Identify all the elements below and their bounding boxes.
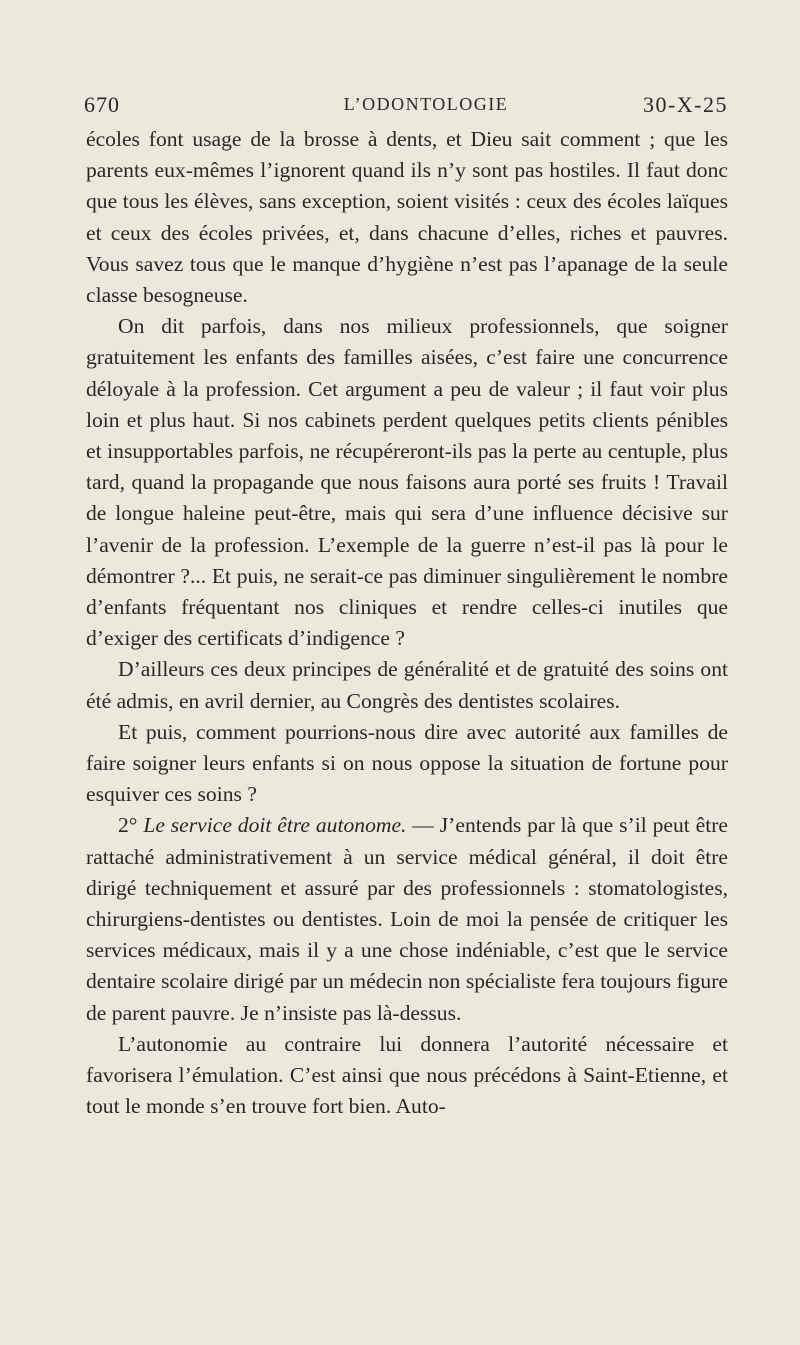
issue-date: 30-X-25: [642, 92, 728, 117]
paragraph-text: — J’entends par là que s’il peut être rattaché administrativement à un service médical général, il doit être dirigé techniquement et assuré par des professionnels : stomatologistes, chirurgiens-dentistes ou dentistes. Loin de moi la pensée de critiquer les services médicaux, mais il y a une chose indéniable, c’est que le service dentaire scolaire dirigé par un médecin non spécialiste fera toujours figure de parent pauvre. Je n’insiste pas là-dessus.: [86, 813, 728, 1025]
list-marker: 2°: [118, 813, 144, 838]
paragraph: [86, 810, 728, 1028]
paragraph: D’ailleurs ces deux principes de généralité et de gratuité des soins ont été admis, en avril dernier, au Congrès des dentistes scolaires.: [86, 657, 728, 713]
paragraph: Et puis, comment pourrions-nous dire avec autorité aux familles de faire soigner leurs enfants si on nous oppose la situation de fortune pour esquiver ces soins ?: [86, 719, 728, 807]
page-number: 670: [84, 92, 120, 117]
journal-title: L’ODONTOLOGIE: [343, 94, 509, 114]
paragraph: écoles font usage de la brosse à dents, et Dieu sait comment ; que les parents eux-mêmes l’ignorent quand ils n’y sont pas hostiles. Il faut donc que tous les élèves, sans exception, soient visités : ceux des écoles laïques et ceux des écoles privées, et, dans chacune d’elles, riches et pauvres. Vous savez tous que le manque d’hygiène n’est pas l’apanage de la seule classe besogneuse.: [86, 127, 728, 308]
running-header: [84, 92, 728, 122]
paragraph: L’autonomie au contraire lui donnera l’autorité nécessaire et favorisera l’émulation. C’est ainsi que nous précédons à Saint-Etienne, et tout le monde s’en trouve fort bien. Auto-: [86, 1031, 728, 1119]
paragraph: On dit parfois, dans nos milieux professionnels, que soigner gratuitement les enfants des familles aisées, c’est faire une concurrence déloyale à la profession. Cet argument a peu de valeur ; il faut voir plus loin et plus haut. Si nos cabinets perdent quelques petits clients pénibles et insupportables parfois, ne récupéreront-ils pas la perte au centuple, plus tard, quand la propagande que nous faisons aura porté ses fruits ! Travail de longue haleine peut-être, mais qui sera d’une influence décisive sur l’avenir de la profession. L’exemple de la guerre n’est-il pas là pour le démontrer ?... Et puis, ne serait-ce pas diminuer singulièrement le nombre d’enfants fréquentant nos cliniques et rendre celles-ci inutiles que d’exiger des certificats d’indigence ?: [86, 314, 728, 651]
section-heading: Le service doit être autonome.: [143, 813, 407, 838]
body-text: [86, 124, 728, 1123]
